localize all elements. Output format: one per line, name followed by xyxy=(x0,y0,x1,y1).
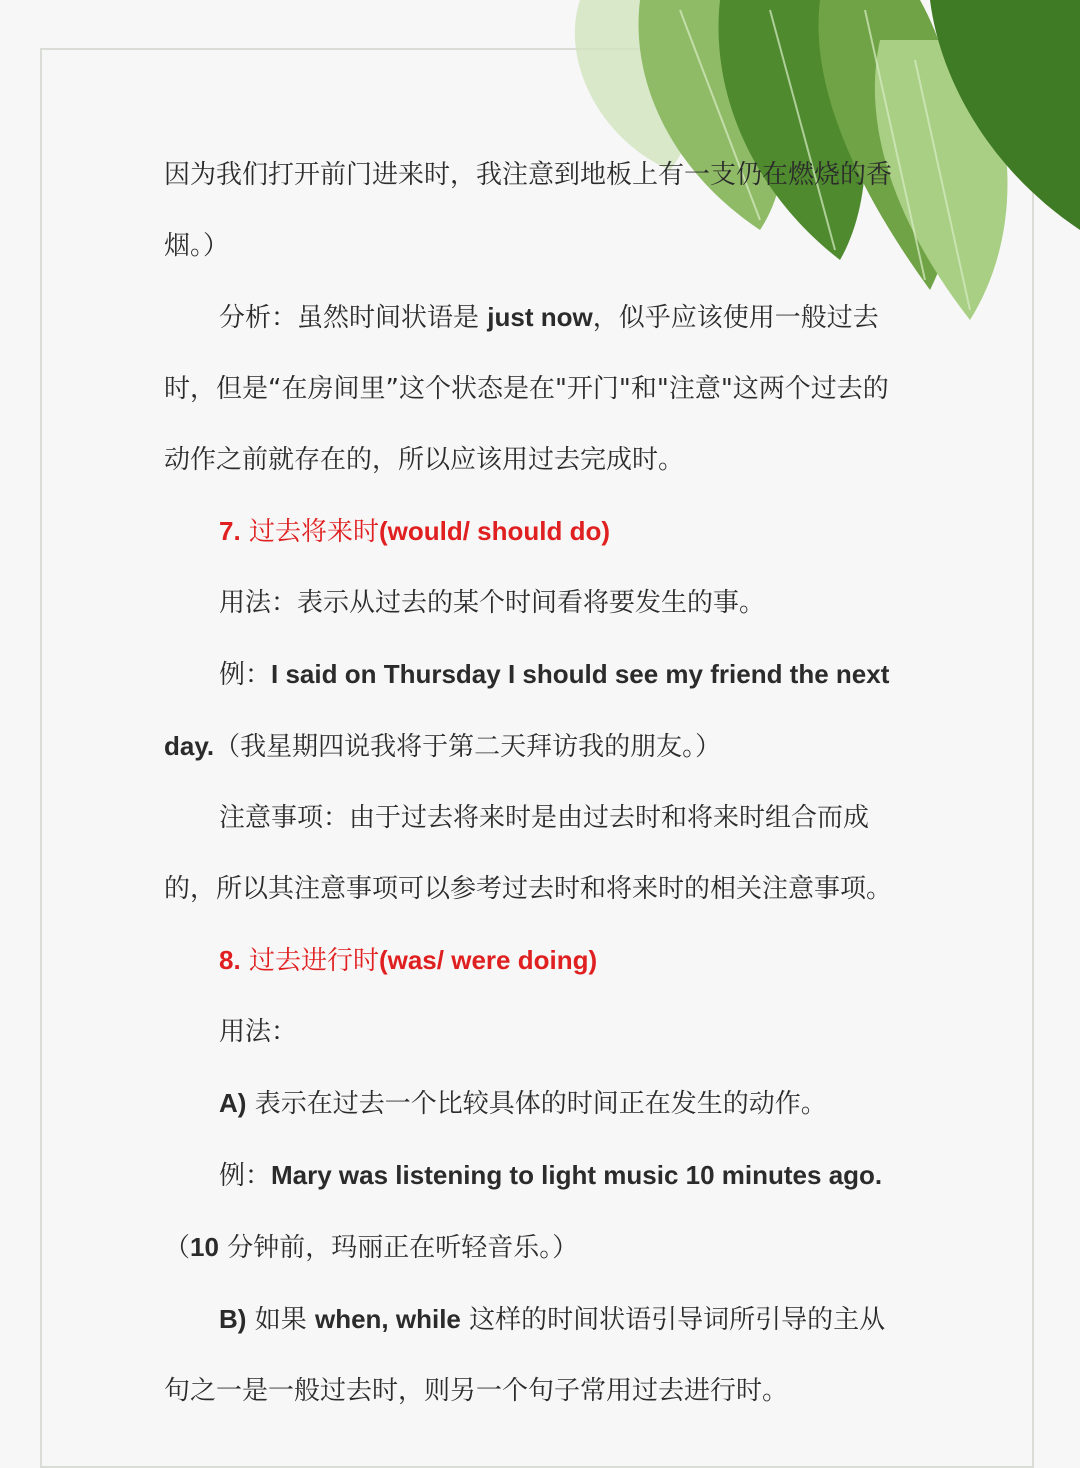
usage-item-a: A) 表示在过去一个比较具体的时间正在发生的动作。 xyxy=(219,1088,827,1119)
usage-line: 用法：表示从过去的某个时间看将要发生的事。 xyxy=(219,588,766,618)
usage-item-b: B) 如果 when, while 这样的时间状语引导词所引导的主从 xyxy=(219,1304,886,1335)
example-line: 例：I said on Thursday I should see my friend the next xyxy=(219,659,890,690)
analysis-line: 分析：虽然时间状语是 just now，似乎应该使用一般过去 xyxy=(219,302,879,333)
document-body xyxy=(164,140,924,1427)
paragraph-line: 的，所以其注意事项可以参考过去时和将来时的相关注意事项。 xyxy=(164,874,893,904)
paragraph-line: 因为我们打开前门进来时，我注意到地板上有一支仍在燃烧的香 xyxy=(164,160,893,190)
paragraph-line: 时，但是“在房间里”这个状态是在"开门"和"注意"这两个过去的 xyxy=(164,374,889,404)
example-translation: （10 分钟前，玛丽正在听轻音乐。） xyxy=(164,1232,579,1263)
section-heading-7: 7. 过去将来时(would/ should do) xyxy=(219,516,611,547)
paragraph-line: 动作之前就存在的，所以应该用过去完成时。 xyxy=(164,445,685,475)
paragraph-line: 烟。） xyxy=(164,231,230,261)
example-translation: day.（我星期四说我将于第二天拜访我的朋友。） xyxy=(164,731,722,762)
usage-line: 用法： xyxy=(219,1017,298,1047)
example-line: 例：Mary was listening to light music 10 minutes ago. xyxy=(219,1160,883,1191)
section-heading-8: 8. 过去进行时(was/ were doing) xyxy=(219,945,598,976)
note-line: 注意事项：由于过去将来时是由过去时和将来时组合而成 xyxy=(219,803,870,833)
paragraph-line: 句之一是一般过去时，则另一个句子常用过去进行时。 xyxy=(164,1376,789,1406)
